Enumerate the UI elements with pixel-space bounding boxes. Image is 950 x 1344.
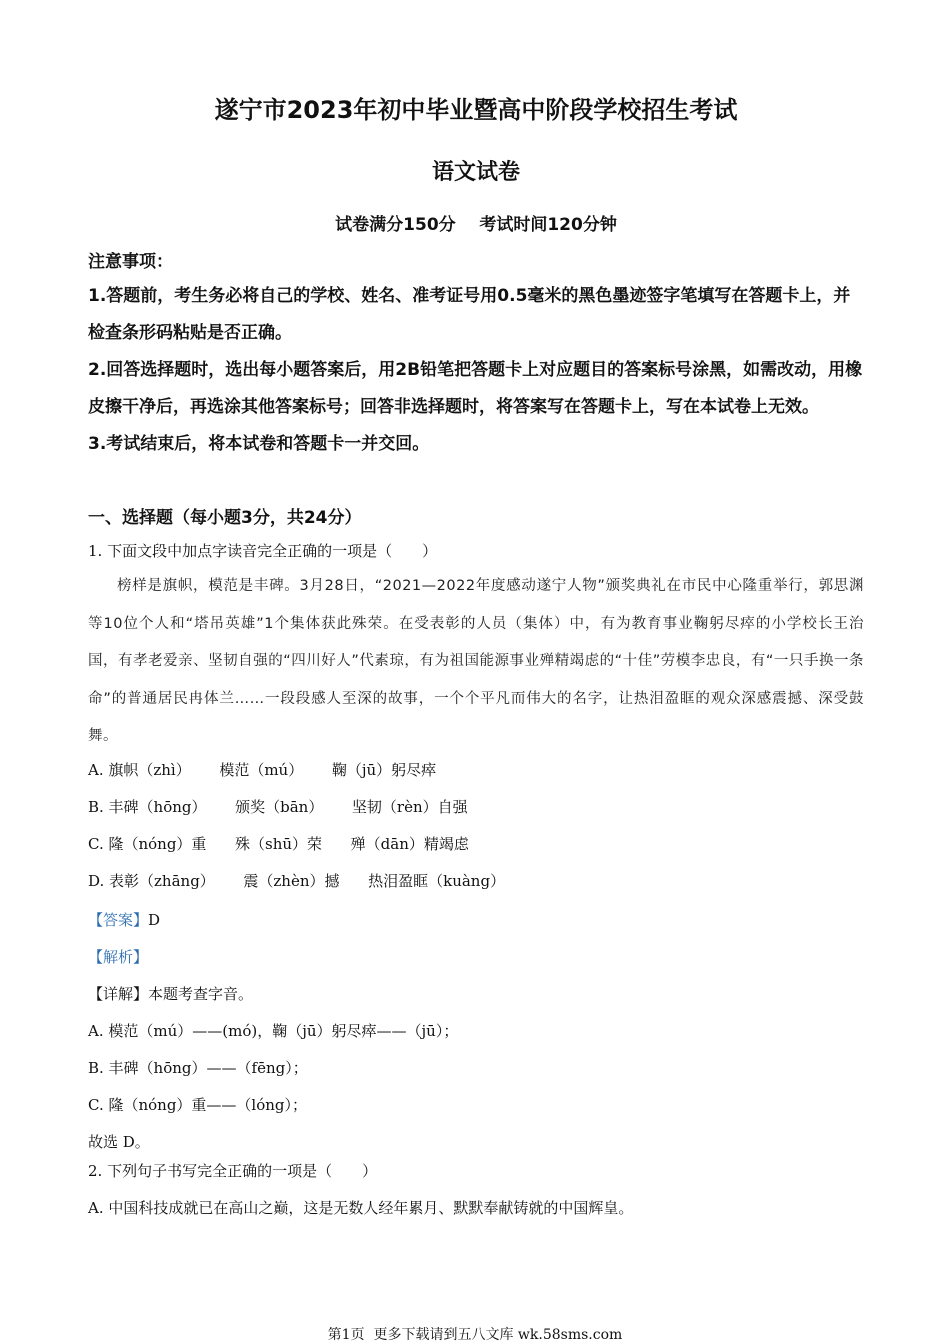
question-1-stem: 1. 下面文段中加点字读音完全正确的一项是（ ） bbox=[88, 542, 438, 560]
option-c: C. 隆（nóng）重 殊（shū）荣 殚（dān）精竭虑 bbox=[88, 835, 469, 853]
exam-title: 遂宁市2023年初中毕业暨高中阶段学校招生考试 bbox=[214, 96, 738, 124]
analysis-label: 【解析】 bbox=[88, 948, 149, 966]
explanation-line: C. 隆（nóng）重——（lóng）； bbox=[88, 1096, 308, 1114]
explanation-line: B. 丰碑（hōng）——（fēng）； bbox=[88, 1059, 308, 1077]
explanation-line: 故选 D。 bbox=[88, 1133, 150, 1151]
answer-line bbox=[88, 902, 864, 939]
question-2-option-a: A. 中国科技成就已在高山之巅，这是无数人经年累月、默默奉献铸就的中国辉皇。 bbox=[88, 1199, 634, 1217]
subject-title: 语文试卷 bbox=[431, 160, 520, 185]
notice-item: 2.回答选择题时，选出每小题答案后，用2B铅笔把答题卡上对应题目的答案标号涂黑，如需改动，用橡皮擦干净后，再选涂其他答案标号；回答非选择题时，将答案写在答题卡上，写在本试卷上无效。 bbox=[88, 360, 863, 417]
option-a: A. 旗帜（zhì） 模范（mú） 鞠（jū）躬尽瘁 bbox=[88, 761, 437, 779]
answer-label: 【答案】 bbox=[88, 911, 149, 929]
question-2-stem: 2. 下列句子书写完全正确的一项是（ ） bbox=[88, 1162, 378, 1180]
question-2 bbox=[88, 1153, 864, 1227]
answer-block bbox=[88, 902, 864, 1161]
detail-line: 【详解】本题考查字音。 bbox=[88, 985, 254, 1003]
page-footer: 第1页 更多下载请到五八文库 wk.58sms.com bbox=[327, 1327, 623, 1343]
question-1-options bbox=[88, 752, 864, 900]
option-d: D. 表彰（zhāng） 震（zhèn）撼 热泪盈眶（kuàng） bbox=[88, 872, 506, 890]
explanation-line: A. 模范（mú）——(mó)，鞠（jū）躬尽瘁——（jū）； bbox=[88, 1022, 459, 1040]
notice-heading: 注意事项： bbox=[88, 252, 173, 272]
option-b: B. 丰碑（hōng） 颁奖（bān） 坚韧（rèn）自强 bbox=[88, 798, 468, 816]
exam-info: 试卷满分150分 考试时间120分钟 bbox=[335, 215, 617, 235]
notice-item: 3.考试结束后，将本试卷和答题卡一并交回。 bbox=[88, 434, 430, 454]
notice-item: 1.答题前，考生务必将自己的学校、姓名、准考证号用0.5毫米的黑色墨迹签字笔填写在答题卡上，并检查条形码粘贴是否正确。 bbox=[88, 286, 851, 343]
answer-value: D bbox=[148, 911, 161, 929]
section-heading: 一、选择题（每小题3分，共24分） bbox=[88, 508, 362, 528]
notice-list bbox=[88, 278, 864, 463]
question-1-passage: 榜样是旗帜，模范是丰碑。3月28日，“2021—2022年度感动遂宁人物”颁奖典礼在市民中心隆重举行，郭思渊等10位个人和“塔吊英雄”1个集体获此殊荣。在受表彰的人员（集体）中，有为教育事业鞠躬尽瘁的小学校长王治国，有孝老爱亲、坚韧自强的“四川好人”代素琼，有为祖国能源事业殚精竭虑的“十佳”劳模李忠良，有“一只手换一条命”的普通居民冉体兰……一段段感人至深的故事，一个个平凡而伟大的名字，让热泪盈眶的观众深感震撼、深受鼓舞。 bbox=[88, 578, 864, 744]
